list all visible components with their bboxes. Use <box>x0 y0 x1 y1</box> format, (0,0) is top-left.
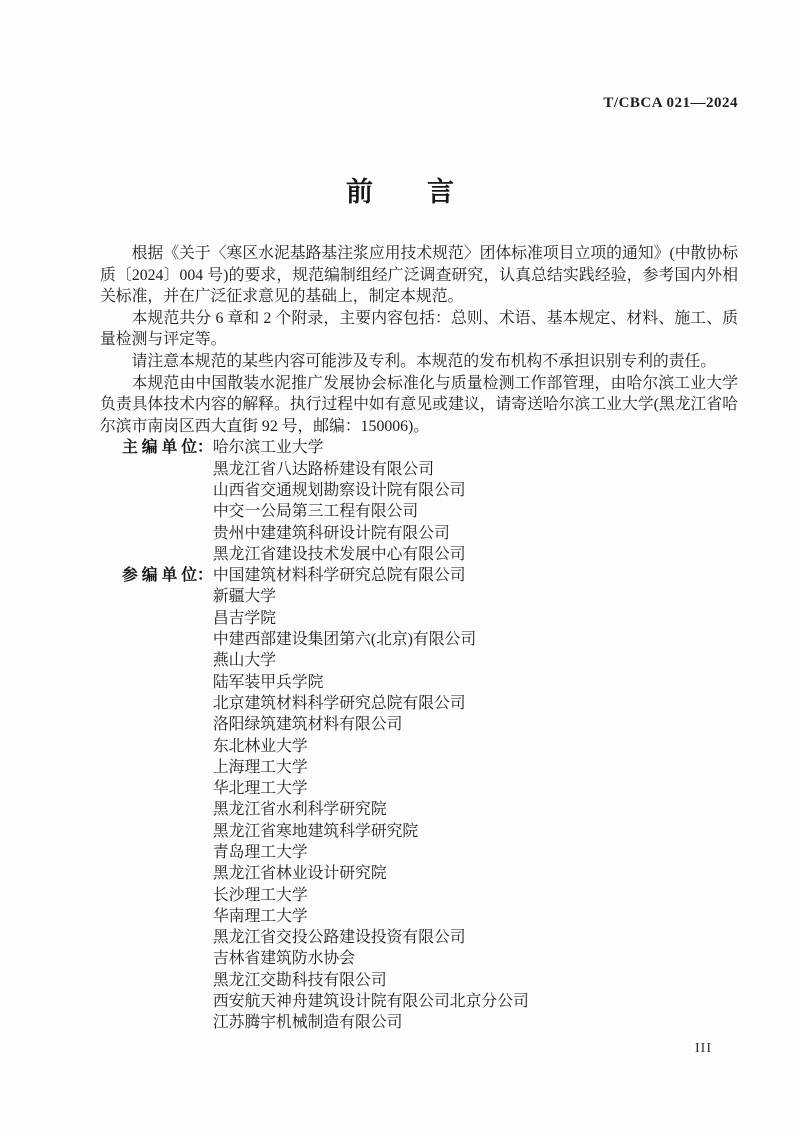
org-item: 青岛理工大学 <box>212 843 308 861</box>
org-item: 中交一公局第三工程有限公司 <box>212 503 419 521</box>
org-item: 长沙理工大学 <box>212 886 308 904</box>
org-item: 昌吉学院 <box>212 609 277 627</box>
org-item: 黑龙江省交投公路建设投资有限公司 <box>212 929 466 947</box>
participating-editor-group <box>122 565 738 1034</box>
org-item: 贵州中建建筑科研设计院有限公司 <box>212 524 450 542</box>
foreword-paragraph: 根据《关于〈寒区水泥基路基注浆应用技术规范〉团体标准项目立项的通知》(中散协标质〔2024〕004 号)的要求，规范编制组经广泛调查研究，认真总结实践经验，参考国内外相关标准，并在广泛征求意见的基础上，制定本规范。 <box>100 245 738 306</box>
chief-editor-group <box>122 437 738 565</box>
participating-editor-list <box>213 565 738 1034</box>
org-item: 西安航天神舟建筑设计院有限公司北京分公司 <box>212 993 529 1011</box>
org-item: 黑龙江省林业设计研究院 <box>212 865 387 883</box>
org-item: 黑龙江省寒地建筑科学研究院 <box>212 822 419 840</box>
org-item: 洛阳绿筑建筑材料有限公司 <box>212 716 403 734</box>
org-item: 华北理工大学 <box>212 780 308 798</box>
org-item: 黑龙江省水利科学研究院 <box>212 801 387 819</box>
foreword-paragraph: 本规范共分 6 章和 2 个附录，主要内容包括：总则、术语、基本规定、材料、施工、质量检测与评定等。 <box>100 309 738 349</box>
org-item: 陆军装甲兵学院 <box>212 673 324 691</box>
org-item: 山西省交通规划勘察设计院有限公司 <box>212 481 466 499</box>
org-item: 中国建筑材料科学研究总院有限公司 <box>212 567 466 585</box>
org-item: 燕山大学 <box>212 652 277 670</box>
chief-editor-list <box>213 437 738 565</box>
org-item: 吉林省建筑防水协会 <box>212 950 356 968</box>
org-item: 北京建筑材料科学研究总院有限公司 <box>212 694 466 712</box>
org-item: 新疆大学 <box>212 588 277 606</box>
page-number: III <box>695 1041 712 1056</box>
org-item: 江苏腾宇机械制造有限公司 <box>212 1014 403 1032</box>
chief-editor-label: 主 编 单 位： <box>122 439 213 457</box>
foreword-paragraph: 请注意本规范的某些内容可能涉及专利。本规范的发布机构不承担识别专利的责任。 <box>131 352 717 370</box>
foreword-content <box>100 243 738 1034</box>
org-item: 华南理工大学 <box>212 907 308 925</box>
document-code: T/CBCA 021—2024 <box>603 95 738 111</box>
org-item: 黑龙江交勘科技有限公司 <box>212 971 387 989</box>
org-item: 中建西部建设集团第六(北京)有限公司 <box>212 631 477 649</box>
org-item: 东北林业大学 <box>212 737 308 755</box>
org-item: 黑龙江省建设技术发展中心有限公司 <box>212 545 466 563</box>
org-item: 上海理工大学 <box>212 758 308 776</box>
participating-editor-label: 参 编 单 位： <box>122 567 213 585</box>
foreword-paragraph: 本规范由中国散装水泥推广发展协会标准化与质量检测工作部管理，由哈尔滨工业大学负责具体技术内容的解释。执行过程中如有意见或建议，请寄送哈尔滨工业大学(黑龙江省哈尔滨市南岗区西大直街 92 号，邮编：150006)。 <box>100 374 738 435</box>
org-item: 黑龙江省八达路桥建设有限公司 <box>212 460 435 478</box>
org-item: 哈尔滨工业大学 <box>212 439 324 457</box>
foreword-title: 前 言 <box>346 177 454 207</box>
